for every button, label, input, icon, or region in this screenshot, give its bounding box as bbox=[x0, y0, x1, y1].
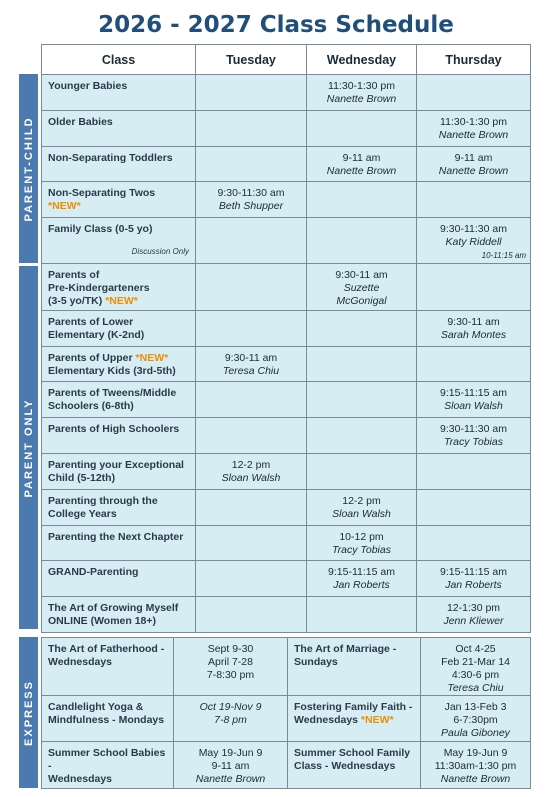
wednesday-slot: 12-2 pm Sloan Walsh bbox=[307, 490, 417, 526]
wednesday-slot bbox=[307, 111, 417, 147]
header-row bbox=[42, 45, 531, 75]
discussion-note: Discussion Only bbox=[131, 247, 189, 256]
wednesday-slot bbox=[307, 418, 417, 454]
tuesday-slot bbox=[196, 597, 307, 633]
table-row bbox=[42, 742, 288, 789]
table-row bbox=[42, 696, 288, 742]
table-row bbox=[42, 490, 531, 526]
class-name: Older Babies bbox=[42, 111, 196, 147]
class-name: GRAND-Parenting bbox=[42, 561, 196, 597]
tuesday-slot bbox=[196, 218, 307, 264]
section-label-parent-child: PARENT-CHILD bbox=[19, 74, 38, 263]
tuesday-slot bbox=[196, 75, 307, 111]
class-name: Fostering Family Faith - Wednesdays *NEW* bbox=[288, 696, 421, 742]
thursday-slot: 9:30-11:30 am Katy Riddell 10-11:15 am bbox=[417, 218, 531, 264]
wednesday-slot: 9:30-11 am Suzette McGonigal bbox=[307, 264, 417, 311]
wednesday-slot: 9-11 am Nanette Brown bbox=[307, 147, 417, 182]
thursday-slot bbox=[417, 264, 531, 311]
express-table-right bbox=[287, 637, 531, 789]
class-name: The Art of Growing Myself ONLINE (Women 18+) bbox=[42, 597, 196, 633]
table-row bbox=[42, 561, 531, 597]
thursday-slot bbox=[417, 490, 531, 526]
new-badge: *NEW* bbox=[105, 295, 138, 307]
table-row bbox=[42, 526, 531, 561]
wednesday-slot bbox=[307, 597, 417, 633]
thursday-slot: 9:15-11:15 am Jan Roberts bbox=[417, 561, 531, 597]
schedule-slot: Oct 4-25 Feb 21-Mar 14 4:30-6 pm Teresa Chiu bbox=[421, 638, 531, 696]
class-name: Parents of Tweens/Middle Schoolers (6-8th) bbox=[42, 382, 196, 418]
wednesday-slot: 10-12 pm Tracy Tobias bbox=[307, 526, 417, 561]
table-row bbox=[42, 382, 531, 418]
thursday-slot: 12-1:30 pm Jenn Kliewer bbox=[417, 597, 531, 633]
wednesday-slot bbox=[307, 182, 417, 218]
wednesday-slot: 9:15-11:15 am Jan Roberts bbox=[307, 561, 417, 597]
wednesday-slot bbox=[307, 382, 417, 418]
table-row bbox=[42, 311, 531, 347]
tuesday-slot bbox=[196, 147, 307, 182]
class-name: Family Class (0-5 yo) Discussion Only bbox=[42, 218, 196, 264]
class-name: Summer School Family Class - Wednesdays bbox=[288, 742, 421, 789]
wednesday-slot bbox=[307, 311, 417, 347]
class-name: Parents of High Schoolers bbox=[42, 418, 196, 454]
class-name: The Art of Marriage - Sundays bbox=[288, 638, 421, 696]
column-header-class: Class bbox=[42, 45, 196, 75]
express-table-left bbox=[41, 637, 288, 789]
tuesday-slot bbox=[196, 561, 307, 597]
class-name: Parenting your Exceptional Child (5-12th) bbox=[42, 454, 196, 490]
tuesday-slot bbox=[196, 111, 307, 147]
class-name: Parents of Lower Elementary (K-2nd) bbox=[42, 311, 196, 347]
table-row bbox=[42, 111, 531, 147]
tuesday-slot bbox=[196, 264, 307, 311]
wednesday-slot bbox=[307, 347, 417, 382]
wednesday-slot bbox=[307, 218, 417, 264]
schedule-slot: May 19-Jun 9 9-11 am Nanette Brown bbox=[174, 742, 288, 789]
table-row bbox=[42, 218, 531, 264]
class-name: Parenting through the College Years bbox=[42, 490, 196, 526]
column-header-wednesday: Wednesday bbox=[307, 45, 417, 75]
schedule-slot: Oct 19-Nov 9 7-8 pm bbox=[174, 696, 288, 742]
table-row bbox=[42, 597, 531, 633]
table-row bbox=[288, 638, 531, 696]
thursday-slot: 9:30-11:30 am Tracy Tobias bbox=[417, 418, 531, 454]
thursday-slot bbox=[417, 454, 531, 490]
tuesday-slot bbox=[196, 418, 307, 454]
thursday-slot: 9-11 am Nanette Brown bbox=[417, 147, 531, 182]
thursday-slot bbox=[417, 347, 531, 382]
section-label-express: EXPRESS bbox=[19, 637, 38, 788]
page-title: 2026 - 2027 Class Schedule bbox=[98, 12, 454, 38]
wednesday-slot bbox=[307, 454, 417, 490]
table-row bbox=[42, 75, 531, 111]
table-row bbox=[42, 347, 531, 382]
class-name: Younger Babies bbox=[42, 75, 196, 111]
thursday-slot: 9:15-11:15 am Sloan Walsh bbox=[417, 382, 531, 418]
table-row bbox=[42, 264, 531, 311]
wednesday-slot: 11:30-1:30 pm Nanette Brown bbox=[307, 75, 417, 111]
class-name: Non-Separating Twos *NEW* bbox=[42, 182, 196, 218]
new-badge: *NEW* bbox=[360, 714, 394, 726]
table-row bbox=[42, 638, 288, 696]
column-header-thursday: Thursday bbox=[417, 45, 531, 75]
table-row bbox=[288, 742, 531, 789]
tuesday-slot bbox=[196, 382, 307, 418]
section-label-parent-only: PARENT ONLY bbox=[19, 266, 38, 629]
class-name: Summer School Babies - Wednesdays bbox=[42, 742, 174, 789]
table-row bbox=[42, 182, 531, 218]
schedule-slot: Jan 13-Feb 3 6-7:30pm Paula Giboney bbox=[421, 696, 531, 742]
tuesday-slot: 9:30-11:30 am Beth Shupper bbox=[196, 182, 307, 218]
tuesday-slot bbox=[196, 311, 307, 347]
thursday-slot bbox=[417, 526, 531, 561]
tuesday-slot: 9:30-11 am Teresa Chiu bbox=[196, 347, 307, 382]
table-row bbox=[42, 147, 531, 182]
new-badge: *NEW* bbox=[135, 352, 169, 364]
table-row bbox=[42, 418, 531, 454]
thursday-slot: 9:30-11 am Sarah Montes bbox=[417, 311, 531, 347]
class-name: Non-Separating Toddlers bbox=[42, 147, 196, 182]
schedule-slot: May 19-Jun 9 11:30am-1:30 pm Nanette Brown bbox=[421, 742, 531, 789]
thursday-slot bbox=[417, 182, 531, 218]
class-name: Parents of Upper *NEW* Elementary Kids (3rd-5th) bbox=[42, 347, 196, 382]
thursday-slot: 11:30-1:30 pm Nanette Brown bbox=[417, 111, 531, 147]
class-name: Parents of Pre-Kindergarteners (3-5 yo/TK) *NEW* bbox=[42, 264, 196, 311]
thursday-slot bbox=[417, 75, 531, 111]
schedule-table bbox=[41, 44, 531, 633]
class-name: The Art of Fatherhood - Wednesdays bbox=[42, 638, 174, 696]
class-name: Candlelight Yoga & Mindfulness - Mondays bbox=[42, 696, 174, 742]
schedule-slot: Sept 9-30 April 7-28 7-8:30 pm bbox=[174, 638, 288, 696]
class-name: Parenting the Next Chapter bbox=[42, 526, 196, 561]
tuesday-slot bbox=[196, 490, 307, 526]
new-badge: *NEW* bbox=[48, 200, 81, 212]
table-row bbox=[288, 696, 531, 742]
tuesday-slot bbox=[196, 526, 307, 561]
tuesday-slot: 12-2 pm Sloan Walsh bbox=[196, 454, 307, 490]
column-header-tuesday: Tuesday bbox=[196, 45, 307, 75]
table-row bbox=[42, 454, 531, 490]
